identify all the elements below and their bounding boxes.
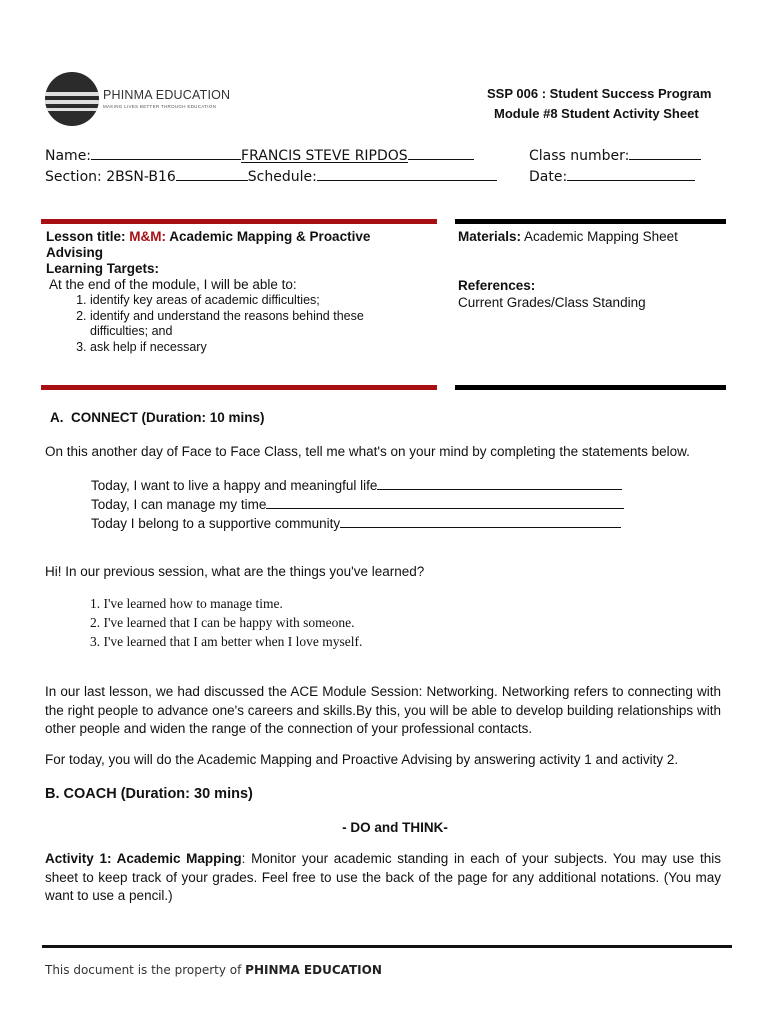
references-heading: References: xyxy=(458,278,536,293)
references-value: Current Grades/Class Standing xyxy=(458,295,646,310)
learning-targets-intro: At the end of the module, I will be able to: xyxy=(49,277,297,292)
learning-targets-heading: Learning Targets: xyxy=(46,261,160,276)
name-field[interactable] xyxy=(45,145,474,164)
lesson-bottom-bar xyxy=(41,385,437,390)
class-number-blank xyxy=(629,145,701,160)
name-blank xyxy=(91,145,241,160)
name-value: FRANCIS STEVE RIPDOS xyxy=(241,148,408,164)
learned-item: 2. I've learned that I can be happy with someone. xyxy=(90,615,355,630)
footer-divider xyxy=(42,945,732,948)
section-value: 2BSN-B16 xyxy=(106,169,176,185)
learning-targets-list xyxy=(46,293,391,355)
materials: Materials: Academic Mapping Sheet xyxy=(458,229,678,244)
date-field[interactable] xyxy=(529,166,695,185)
logo-emblem-icon xyxy=(45,72,99,126)
footer-text: This document is the property of PHINMA EDUCATION xyxy=(45,963,382,977)
lesson-title: Lesson title: M&M: Academic Mapping & Proactive Advising xyxy=(46,229,371,260)
target-item: 1. identify key areas of academic difficulties; xyxy=(90,293,391,309)
statement-2: Today, I can manage my time xyxy=(91,494,624,512)
section-field[interactable] xyxy=(45,166,497,185)
today-paragraph: For today, you will do the Academic Mapping and Proactive Advising by answering activity 1 and activity 2. xyxy=(45,752,679,767)
sheet-title: Module #8 Student Activity Sheet xyxy=(494,106,699,121)
name-label: Name: xyxy=(45,148,92,164)
phinma-logo xyxy=(45,72,231,128)
connect-heading: A. CONNECT (Duration: 10 mins) xyxy=(50,410,265,425)
class-number-field[interactable] xyxy=(529,145,701,164)
learned-list xyxy=(90,594,362,651)
date-label: Date: xyxy=(529,169,568,185)
learned-item: 1. I've learned how to manage time. xyxy=(90,596,283,611)
schedule-label: Schedule: xyxy=(247,169,317,185)
activity-1-paragraph xyxy=(45,850,721,906)
date-blank xyxy=(567,166,695,181)
do-and-think-heading: - DO and THINK- xyxy=(342,820,448,835)
course-title: SSP 006 : Student Success Program xyxy=(487,86,712,101)
previous-session-question: Hi! In our previous session, what are the things you've learned? xyxy=(45,564,425,579)
section-label: Section: xyxy=(45,169,102,185)
networking-paragraph: In our last lesson, we had discussed the ACE Module Session: Networking. Networking refers to connecting with the right people to advance one's careers and skills.By this, you will be able to develop building relationships with other people and widen the range of the connection of your professional contacts. xyxy=(45,684,721,736)
coach-heading: B. COACH (Duration: 30 mins) xyxy=(45,786,253,802)
footer-brand: PHINMA EDUCATION xyxy=(245,963,382,977)
activity-1-label: Activity 1: Academic Mapping xyxy=(45,851,242,866)
logo-name: PHINMA EDUCATION xyxy=(103,88,231,102)
materials-bottom-bar xyxy=(455,385,726,390)
materials-top-bar xyxy=(455,219,726,224)
target-item: 2. identify and understand the reasons behind these difficulties; and xyxy=(90,309,391,340)
class-number-label: Class number: xyxy=(529,148,630,164)
statement-1: Today, I want to live a happy and meaningful life xyxy=(91,475,622,493)
connect-intro: On this another day of Face to Face Class, tell me what's on your mind by completing the statements below. xyxy=(45,444,690,459)
lesson-top-bar xyxy=(41,219,437,224)
schedule-blank xyxy=(317,166,497,181)
section-blank xyxy=(176,166,248,181)
learned-item: 3. I've learned that I am better when I love myself. xyxy=(90,634,363,649)
target-item: 3. ask help if necessary xyxy=(90,340,391,356)
logo-tagline: MAKING LIVES BETTER THROUGH EDUCATION xyxy=(103,104,217,109)
activity-1-text: : Monitor your academic standing in each of your subjects. You may use this sheet to keep track of your grades. Feel free to use the back of the page for any additional notations. (You may want to use a pencil.) xyxy=(45,851,722,903)
statement-3: Today I belong to a supportive community xyxy=(91,513,621,531)
name-blank-tail xyxy=(408,145,474,160)
